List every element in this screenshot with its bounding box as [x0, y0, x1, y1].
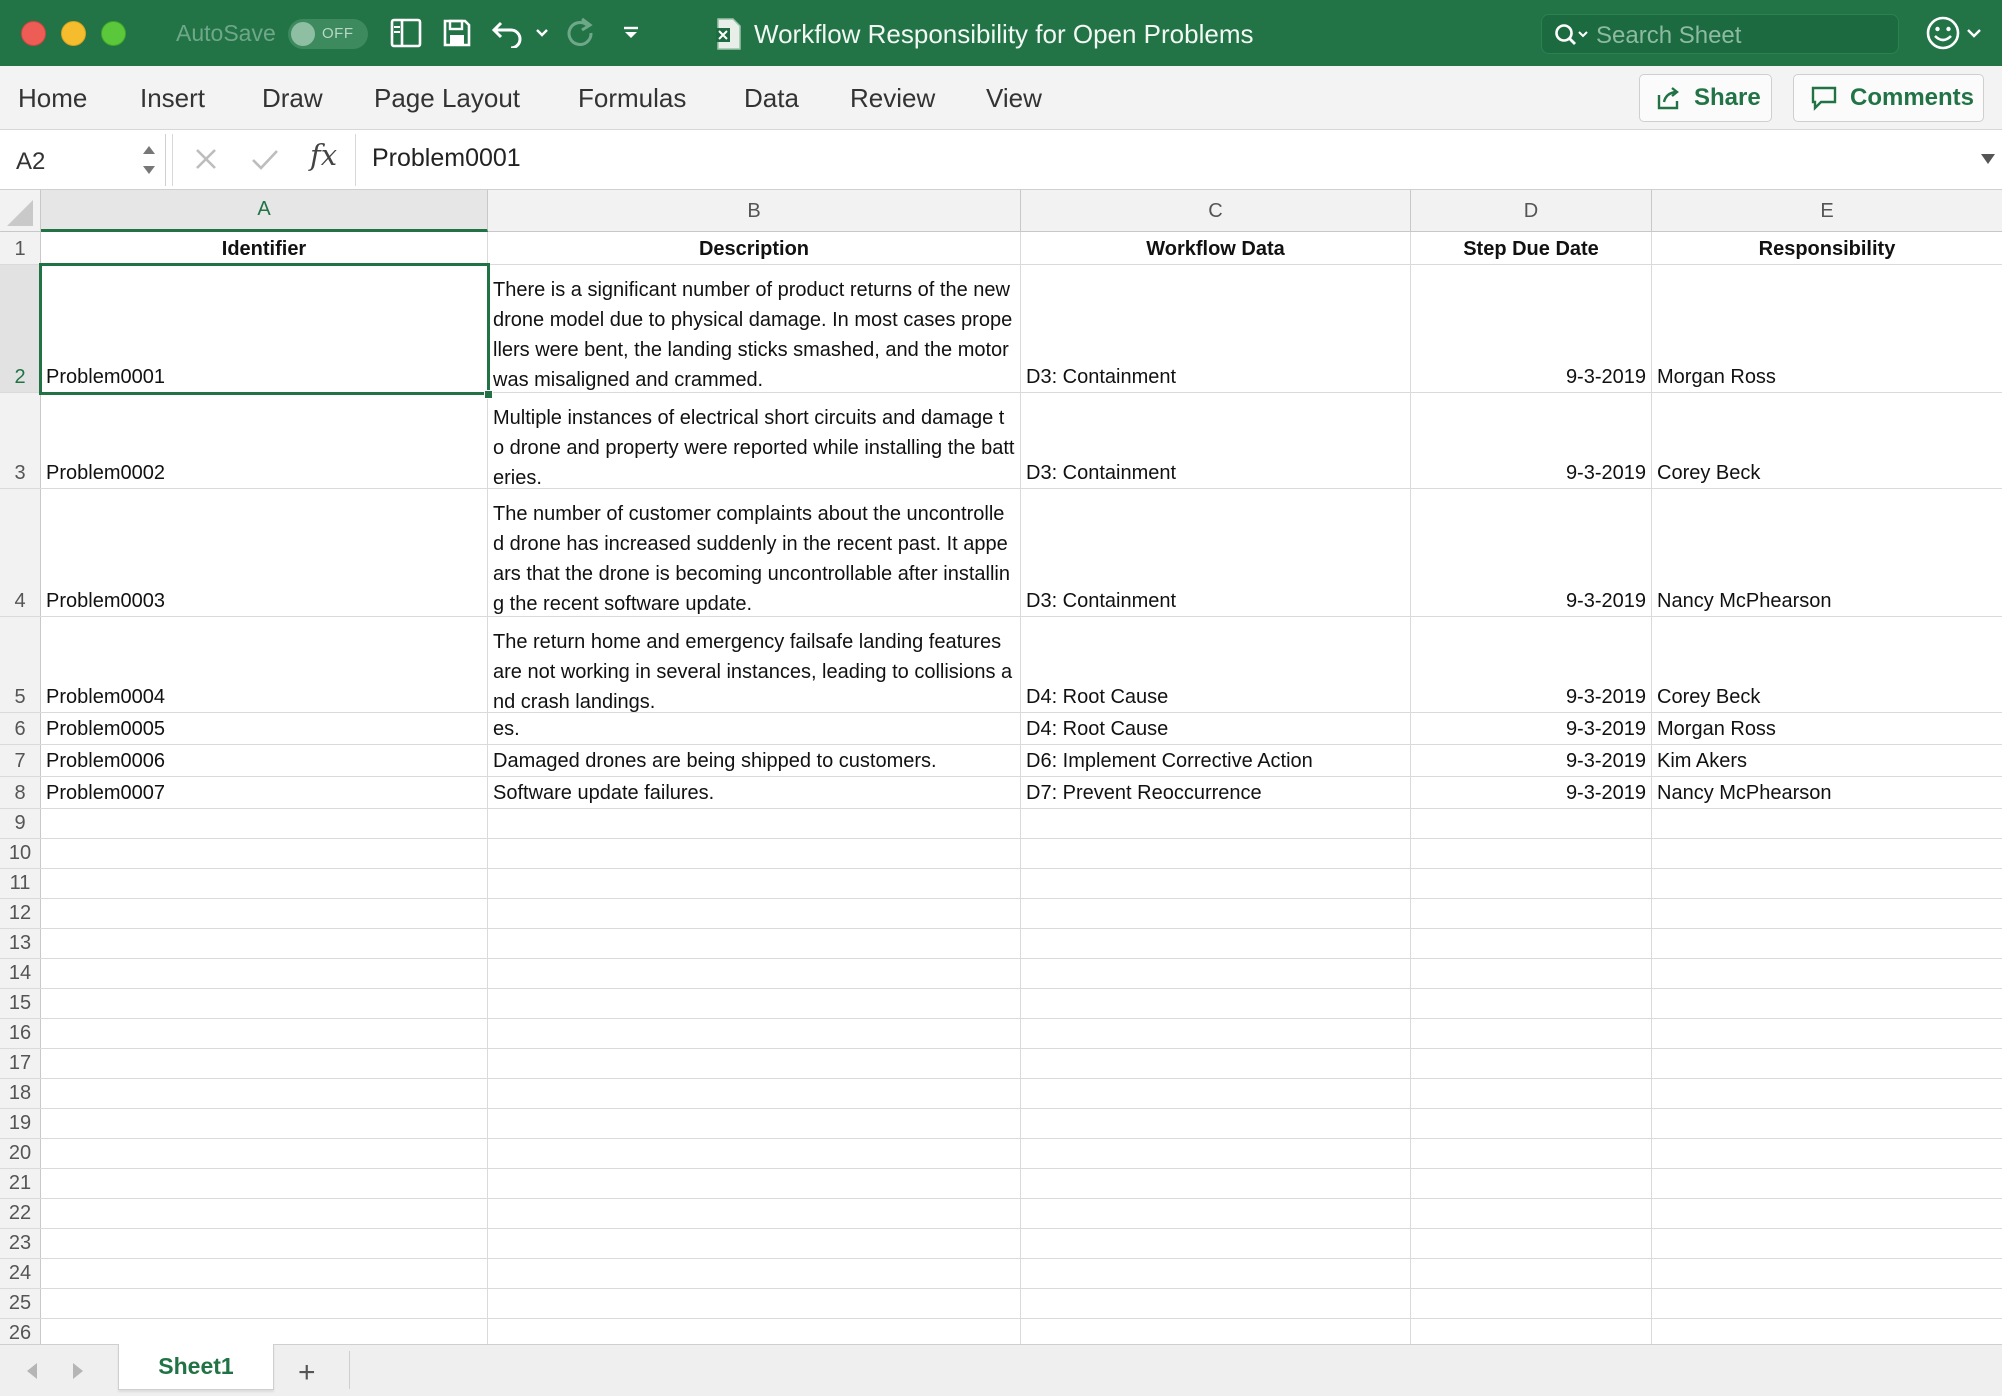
table-row — [0, 1079, 2002, 1109]
empty-cell[interactable] — [41, 1049, 488, 1078]
empty-cell[interactable] — [1652, 839, 2002, 868]
table-row-header — [0, 232, 2002, 265]
column-headers — [0, 190, 2002, 232]
autosave-label: AutoSave — [176, 20, 276, 46]
empty-cell[interactable] — [1021, 809, 1411, 838]
cell-description[interactable]: The return home and emergency failsafe landing features are not working in several instances, leading to collisions and crash landings. — [488, 617, 1021, 712]
cell-identifier[interactable]: Problem0004 — [41, 617, 488, 712]
empty-cell[interactable] — [1411, 809, 1652, 838]
empty-cell[interactable] — [1652, 989, 2002, 1018]
empty-cell[interactable] — [1411, 959, 1652, 988]
empty-cell[interactable] — [41, 1079, 488, 1108]
column-header-b[interactable]: B — [488, 190, 1021, 232]
cell-description[interactable]: Multiple instances of electrical short circuits and damage to drone and property were reported while installing the batteries. — [488, 393, 1021, 488]
empty-cell[interactable] — [41, 929, 488, 958]
empty-cell[interactable] — [488, 1229, 1021, 1258]
header-cell-responsibility[interactable]: Responsibility — [1758, 238, 1896, 260]
row-header[interactable]: 9 — [0, 809, 41, 838]
cell-workflow-data[interactable]: D3: Containment — [1021, 393, 1411, 488]
table-row — [0, 1109, 2002, 1139]
cell-identifier[interactable]: Problem0001 — [41, 265, 488, 392]
empty-cell[interactable] — [1021, 1319, 1411, 1344]
cell-step-due-date[interactable]: 9-3-2019 — [1411, 745, 1652, 776]
cell-responsibility[interactable]: Morgan Ross — [1657, 366, 1776, 388]
empty-cell[interactable] — [1411, 869, 1652, 898]
empty-cell[interactable] — [1411, 929, 1652, 958]
empty-cell[interactable] — [488, 869, 1021, 898]
empty-cell[interactable] — [1652, 869, 2002, 898]
table-row — [0, 959, 2002, 989]
name-box-value: A2 — [16, 148, 46, 175]
cell-responsibility[interactable]: Kim Akers — [1657, 750, 1748, 772]
cell-description[interactable]: There is a significant number of product returns of the new drone model due to physical damage. In most cases propellers were bent, the landing sticks smashed, and the motor was misaligned and crammed. — [488, 265, 1021, 392]
empty-cell[interactable] — [41, 1289, 488, 1318]
empty-cell[interactable] — [41, 1229, 488, 1258]
table-row — [0, 839, 2002, 869]
formula-divider — [172, 134, 173, 186]
empty-cell[interactable] — [488, 1199, 1021, 1228]
add-sheet-icon[interactable]: + — [298, 1356, 316, 1389]
table-row — [0, 989, 2002, 1019]
empty-cell[interactable] — [1411, 1169, 1652, 1198]
empty-cell[interactable] — [1652, 959, 2002, 988]
table-row — [0, 777, 2002, 809]
empty-cell[interactable] — [1021, 899, 1411, 928]
undo-dropdown-icon[interactable] — [534, 14, 550, 52]
column-header-d[interactable]: D — [1411, 190, 1652, 232]
table-row — [0, 745, 2002, 777]
undo-icon[interactable] — [490, 14, 526, 52]
column-header-a[interactable]: A — [41, 190, 488, 232]
table-row — [0, 265, 2002, 393]
row-header[interactable]: 25 — [0, 1289, 41, 1318]
comments-button[interactable] — [1793, 74, 1984, 122]
row-header[interactable]: 4 — [0, 489, 41, 616]
empty-cell[interactable] — [1411, 1199, 1652, 1228]
table-row — [0, 1139, 2002, 1169]
insert-function-icon[interactable]: fx — [310, 138, 338, 172]
row-header[interactable]: 14 — [0, 959, 41, 988]
empty-cell[interactable] — [1652, 1229, 2002, 1258]
cell-responsibility[interactable]: Nancy McPhearson — [1657, 782, 1832, 804]
cell-workflow-data[interactable]: D4: Root Cause — [1021, 713, 1411, 744]
header-cell-description[interactable]: Description — [488, 232, 1021, 264]
row-header[interactable]: 12 — [0, 899, 41, 928]
empty-cell[interactable] — [41, 1169, 488, 1198]
comment-icon — [1810, 85, 1838, 111]
empty-cell[interactable] — [1411, 1319, 1652, 1344]
cell-description[interactable]: es. — [488, 713, 1021, 744]
ribbon-tab-bar — [0, 66, 2002, 130]
cell-identifier[interactable]: Problem0002 — [41, 393, 488, 488]
confirm-entry-icon[interactable] — [250, 140, 280, 178]
cell-workflow-data[interactable]: D4: Root Cause — [1021, 617, 1411, 712]
empty-cell[interactable] — [41, 959, 488, 988]
empty-cell[interactable] — [1411, 839, 1652, 868]
table-row — [0, 1019, 2002, 1049]
empty-cell[interactable] — [1021, 869, 1411, 898]
empty-cell[interactable] — [41, 1139, 488, 1168]
empty-cell[interactable] — [1411, 1289, 1652, 1318]
empty-cell[interactable] — [41, 1019, 488, 1048]
empty-cell[interactable] — [1652, 1259, 2002, 1288]
empty-cell[interactable] — [488, 959, 1021, 988]
cell-description[interactable]: Software update failures. — [488, 777, 1021, 808]
empty-cell[interactable] — [1411, 989, 1652, 1018]
table-row — [0, 1049, 2002, 1079]
cell-workflow-data[interactable]: D6: Implement Corrective Action — [1021, 745, 1411, 776]
table-row — [0, 713, 2002, 745]
row-header[interactable]: 7 — [0, 745, 41, 776]
table-row — [0, 489, 2002, 617]
table-row — [0, 899, 2002, 929]
row-header[interactable]: 13 — [0, 929, 41, 958]
empty-cell[interactable] — [1652, 1019, 2002, 1048]
cell-identifier[interactable]: Problem0007 — [41, 777, 488, 808]
empty-cell[interactable] — [41, 1199, 488, 1228]
empty-cell[interactable] — [1652, 809, 2002, 838]
document-title-text: Workflow Responsibility for Open Problems — [754, 18, 1254, 49]
cell-workflow-data[interactable]: D3: Containment — [1021, 489, 1411, 616]
sidebar-toggle-icon[interactable] — [388, 14, 424, 52]
cell-description[interactable]: The number of customer complaints about the uncontrolled drone has increased suddenly in the recent past. It appears that the drone is becoming uncontrollable after installing the recent software update. — [488, 489, 1021, 616]
search-placeholder: Search Sheet — [1596, 22, 1742, 49]
autosave-toggle-knob — [291, 22, 315, 46]
cell-identifier[interactable]: Problem0006 — [41, 745, 488, 776]
row-header[interactable]: 19 — [0, 1109, 41, 1138]
empty-cell[interactable] — [488, 1289, 1021, 1318]
formula-bar — [0, 130, 2002, 190]
empty-cell[interactable] — [1652, 1319, 2002, 1344]
cancel-entry-icon[interactable] — [193, 140, 219, 178]
empty-cell[interactable] — [488, 899, 1021, 928]
table-row — [0, 869, 2002, 899]
name-box-stepper-icon — [140, 142, 158, 178]
search-icon — [1554, 23, 1590, 47]
document-title — [716, 16, 1253, 52]
empty-cell[interactable] — [1021, 1289, 1411, 1318]
empty-cell[interactable] — [488, 1079, 1021, 1108]
column-header-c[interactable]: C — [1021, 190, 1411, 232]
empty-cell[interactable] — [1411, 1259, 1652, 1288]
row-header[interactable]: 15 — [0, 989, 41, 1018]
empty-cell[interactable] — [1021, 1199, 1411, 1228]
table-row — [0, 809, 2002, 839]
empty-cell[interactable] — [1652, 1049, 2002, 1078]
cell-step-due-date[interactable]: 9-3-2019 — [1411, 617, 1652, 712]
row-header[interactable]: 23 — [0, 1229, 41, 1258]
empty-cell[interactable] — [488, 1139, 1021, 1168]
row-header[interactable]: 17 — [0, 1049, 41, 1078]
customize-toolbar-icon[interactable] — [620, 14, 642, 52]
empty-cell[interactable] — [1021, 1049, 1411, 1078]
empty-cell[interactable] — [1652, 1199, 2002, 1228]
empty-cell[interactable] — [1652, 1109, 2002, 1138]
next-sheet-icon[interactable] — [70, 1361, 86, 1381]
empty-cell[interactable] — [1411, 899, 1652, 928]
cell-identifier[interactable]: Problem0005 — [41, 713, 488, 744]
row-header[interactable]: 26 — [0, 1319, 41, 1344]
cell-workflow-data[interactable]: D7: Prevent Reoccurrence — [1021, 777, 1411, 808]
header-cell-step-due-date[interactable]: Step Due Date — [1411, 232, 1652, 264]
close-window-button[interactable] — [21, 21, 46, 46]
empty-cell[interactable] — [1021, 839, 1411, 868]
empty-cell[interactable] — [1652, 1079, 2002, 1108]
worksheet-grid[interactable] — [0, 190, 2002, 1344]
formula-input[interactable]: Problem0001 — [372, 144, 521, 172]
cell-responsibility[interactable]: Morgan Ross — [1657, 718, 1776, 740]
cell-responsibility[interactable]: Corey Beck — [1657, 462, 1761, 484]
empty-cell[interactable] — [1411, 1229, 1652, 1258]
empty-cell[interactable] — [41, 869, 488, 898]
empty-cell[interactable] — [1021, 1229, 1411, 1258]
empty-cell[interactable] — [488, 1259, 1021, 1288]
row-header[interactable]: 22 — [0, 1199, 41, 1228]
title-bar — [0, 0, 2002, 66]
tab-review[interactable]: Review — [850, 83, 936, 113]
table-row — [0, 393, 2002, 489]
excel-document-icon — [716, 18, 742, 50]
tab-home[interactable]: Home — [18, 83, 88, 113]
cell-step-due-date[interactable]: 9-3-2019 — [1411, 489, 1652, 616]
empty-cell[interactable] — [1021, 1259, 1411, 1288]
header-cell-workflow-data[interactable]: Workflow Data — [1021, 232, 1411, 264]
header-cell-identifier[interactable]: Identifier — [41, 232, 488, 264]
cell-step-due-date[interactable]: 9-3-2019 — [1411, 265, 1652, 392]
row-header[interactable]: 11 — [0, 869, 41, 898]
row-header[interactable]: 1 — [0, 232, 41, 264]
sheet-tab-sheet1[interactable]: Sheet1 — [118, 1344, 274, 1390]
empty-cell[interactable] — [488, 809, 1021, 838]
select-all-corner[interactable] — [0, 190, 41, 232]
empty-cell[interactable] — [1021, 1109, 1411, 1138]
share-button[interactable] — [1639, 74, 1772, 122]
empty-cell[interactable] — [41, 1319, 488, 1344]
row-header[interactable]: 2 — [0, 265, 41, 392]
row-header[interactable]: 20 — [0, 1139, 41, 1168]
empty-cell[interactable] — [1021, 1019, 1411, 1048]
table-row — [0, 1319, 2002, 1344]
zoom-window-button[interactable] — [101, 21, 126, 46]
search-sheet-field[interactable] — [1541, 14, 1899, 54]
empty-cell[interactable] — [488, 1109, 1021, 1138]
empty-cell[interactable] — [41, 989, 488, 1018]
row-header[interactable]: 6 — [0, 713, 41, 744]
comments-label: Comments — [1850, 84, 1975, 111]
tab-data[interactable]: Data — [744, 83, 799, 113]
empty-cell[interactable] — [41, 1259, 488, 1288]
save-icon[interactable] — [440, 14, 474, 52]
empty-cell[interactable] — [1411, 1049, 1652, 1078]
empty-cell[interactable] — [488, 839, 1021, 868]
row-header[interactable]: 18 — [0, 1079, 41, 1108]
fill-handle[interactable] — [484, 390, 493, 399]
empty-cell[interactable] — [1411, 1019, 1652, 1048]
empty-cell[interactable] — [488, 989, 1021, 1018]
expand-formula-bar-icon[interactable] — [1980, 152, 1996, 166]
empty-cell[interactable] — [1021, 1079, 1411, 1108]
empty-cell[interactable] — [1652, 899, 2002, 928]
empty-cell[interactable] — [1411, 1079, 1652, 1108]
table-row — [0, 1259, 2002, 1289]
cell-responsibility[interactable]: Nancy McPhearson — [1657, 590, 1832, 612]
empty-cell[interactable] — [1021, 1139, 1411, 1168]
table-row — [0, 1169, 2002, 1199]
minimize-window-button[interactable] — [61, 21, 86, 46]
empty-cell[interactable] — [1652, 1289, 2002, 1318]
redo-icon[interactable] — [563, 14, 599, 52]
row-header[interactable]: 5 — [0, 617, 41, 712]
empty-cell[interactable] — [41, 899, 488, 928]
feedback-dropdown-icon[interactable] — [1966, 28, 1982, 40]
table-row — [0, 1199, 2002, 1229]
formula-divider — [355, 134, 356, 186]
autosave-toggle[interactable] — [288, 19, 368, 49]
tab-view[interactable]: View — [986, 83, 1042, 113]
empty-cell[interactable] — [488, 929, 1021, 958]
cell-description[interactable]: Damaged drones are being shipped to customers. — [488, 745, 1021, 776]
table-row — [0, 1229, 2002, 1259]
table-row — [0, 1289, 2002, 1319]
empty-cell[interactable] — [488, 1169, 1021, 1198]
row-header[interactable]: 24 — [0, 1259, 41, 1288]
cell-step-due-date[interactable]: 9-3-2019 — [1411, 713, 1652, 744]
empty-cell[interactable] — [488, 1019, 1021, 1048]
row-header[interactable]: 10 — [0, 839, 41, 868]
empty-cell[interactable] — [488, 1049, 1021, 1078]
empty-cell[interactable] — [488, 1319, 1021, 1344]
empty-cell[interactable] — [1411, 1139, 1652, 1168]
empty-cell[interactable] — [41, 839, 488, 868]
row-header[interactable]: 16 — [0, 1019, 41, 1048]
autosave-state: OFF — [322, 25, 354, 42]
empty-cell[interactable] — [1411, 1109, 1652, 1138]
table-row — [0, 929, 2002, 959]
tab-insert[interactable]: Insert — [140, 83, 206, 113]
cell-step-due-date[interactable]: 9-3-2019 — [1411, 393, 1652, 488]
cell-responsibility[interactable]: Corey Beck — [1657, 686, 1761, 708]
empty-cell[interactable] — [1021, 989, 1411, 1018]
empty-cell[interactable] — [1021, 929, 1411, 958]
empty-cell[interactable] — [1021, 959, 1411, 988]
row-header[interactable]: 8 — [0, 777, 41, 808]
feedback-smiley-icon[interactable] — [1925, 15, 1961, 51]
table-row — [0, 617, 2002, 713]
row-header[interactable]: 21 — [0, 1169, 41, 1198]
empty-cell[interactable] — [1652, 1139, 2002, 1168]
tab-page-layout[interactable]: Page Layout — [374, 83, 521, 113]
cell-workflow-data[interactable]: D3: Containment — [1021, 265, 1411, 392]
empty-cell[interactable] — [1021, 1169, 1411, 1198]
share-icon — [1656, 86, 1682, 110]
tab-draw[interactable]: Draw — [262, 83, 323, 113]
tab-formulas[interactable]: Formulas — [578, 83, 687, 113]
cell-identifier[interactable]: Problem0003 — [41, 489, 488, 616]
previous-sheet-icon[interactable] — [24, 1361, 40, 1381]
empty-cell[interactable] — [1652, 1169, 2002, 1198]
empty-cell[interactable] — [41, 1109, 488, 1138]
sheet-tab-divider — [349, 1351, 350, 1389]
name-box[interactable] — [0, 134, 166, 186]
cell-step-due-date[interactable]: 9-3-2019 — [1411, 777, 1652, 808]
share-label: Share — [1694, 84, 1761, 111]
empty-cell[interactable] — [1652, 929, 2002, 958]
row-header[interactable]: 3 — [0, 393, 41, 488]
sheet-tab-bar — [0, 1344, 2002, 1396]
column-header-e[interactable]: E — [1820, 199, 1834, 222]
empty-cell[interactable] — [41, 809, 488, 838]
